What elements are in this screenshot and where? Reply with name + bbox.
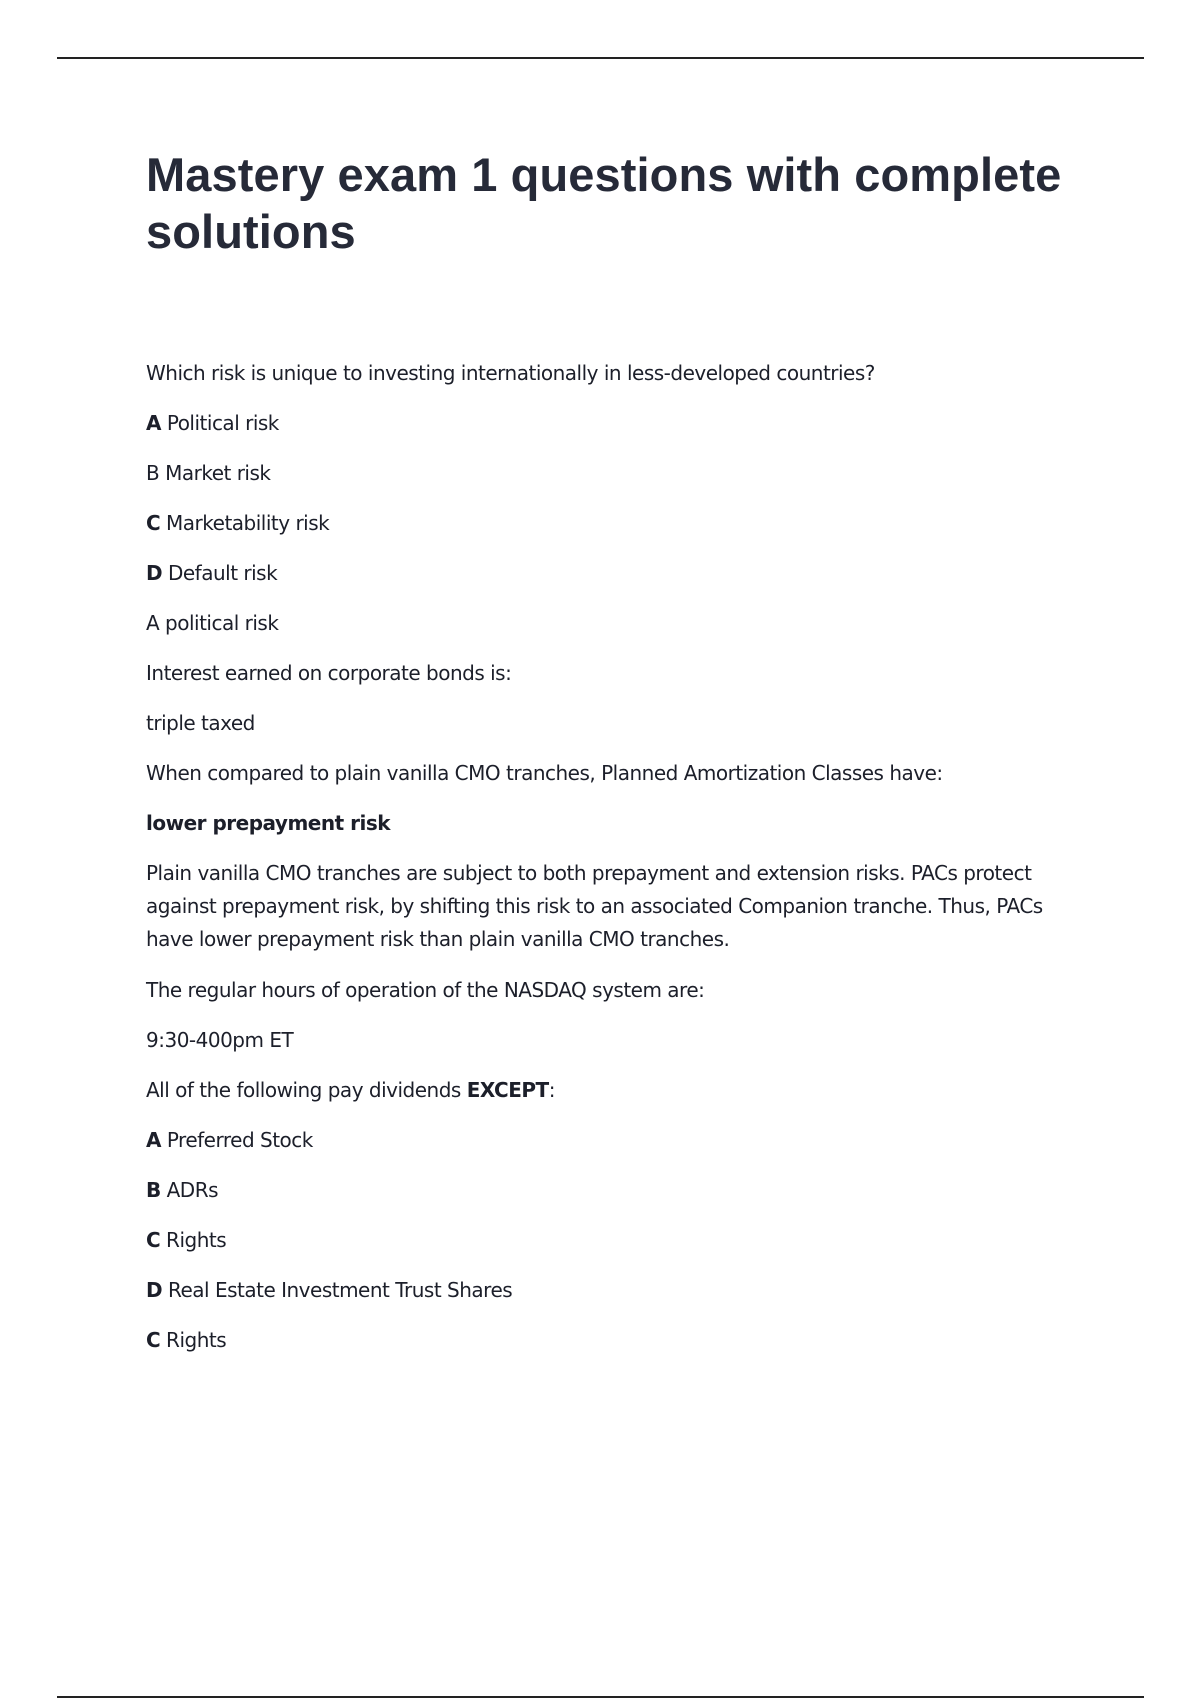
question-5-text — [146, 1074, 1076, 1106]
question-1-option-b — [146, 457, 1076, 489]
question-2-text: Interest earned on corporate bonds is: — [146, 661, 512, 685]
option-letter: B — [146, 461, 160, 485]
option-letter: D — [146, 1278, 163, 1302]
document-title: Mastery exam 1 questions with complete solutions — [146, 148, 1062, 258]
question-suffix: : — [548, 1078, 555, 1102]
question-3-answer: lower prepayment risk — [146, 811, 391, 835]
option-letter: A — [146, 1128, 161, 1152]
option-text: Market risk — [165, 461, 271, 485]
option-letter: A — [146, 411, 161, 435]
question-1-text: Which risk is unique to investing internationally in less-developed countries? — [146, 361, 875, 385]
option-text: Rights — [166, 1228, 227, 1252]
option-text: Default risk — [167, 561, 278, 585]
question-5-option-b — [146, 1174, 1076, 1206]
question-4-text: The regular hours of operation of the NASDAQ system are: — [146, 978, 705, 1002]
question-1-option-c — [146, 507, 1076, 539]
option-text: ADRs — [166, 1178, 219, 1202]
bottom-divider — [57, 1696, 1144, 1698]
question-1-answer: A political risk — [146, 611, 279, 635]
answer-letter: C — [146, 1328, 161, 1352]
question-5-option-d — [146, 1274, 1076, 1306]
option-letter: D — [146, 561, 163, 585]
question-emphasis: EXCEPT — [466, 1078, 549, 1102]
question-3-text: When compared to plain vanilla CMO tranches, Planned Amortization Classes have: — [146, 761, 943, 785]
question-1-option-d — [146, 557, 1076, 589]
document-body — [146, 357, 1076, 1374]
question-5-answer — [146, 1324, 1076, 1356]
question-4-answer: 9:30-400pm ET — [146, 1028, 294, 1052]
question-5-option-c — [146, 1224, 1076, 1256]
option-text: Preferred Stock — [166, 1128, 313, 1152]
answer-text: Rights — [166, 1328, 227, 1352]
option-letter: C — [146, 1228, 161, 1252]
top-divider — [57, 57, 1144, 59]
option-text: Political risk — [166, 411, 279, 435]
option-letter: B — [146, 1178, 161, 1202]
question-3-explanation: Plain vanilla CMO tranches are subject to both prepayment and extension risks. PACs protect against prepayment risk, by shifting this risk to an associated Companion tranche. Thus, PACs have lower prepayment risk than plain vanilla CMO tranches. — [146, 861, 1043, 951]
option-text: Real Estate Investment Trust Shares — [167, 1278, 513, 1302]
option-text: Marketability risk — [166, 511, 330, 535]
option-letter: C — [146, 511, 161, 535]
question-prefix: All of the following pay dividends — [146, 1078, 467, 1102]
question-1-option-a — [146, 407, 1076, 439]
question-2-answer: triple taxed — [146, 711, 255, 735]
question-5-option-a — [146, 1124, 1076, 1156]
